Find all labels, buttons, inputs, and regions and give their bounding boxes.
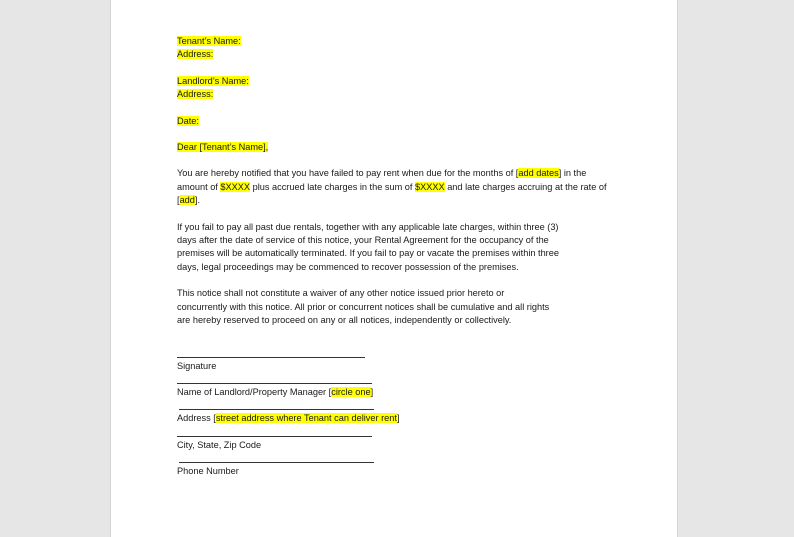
text-run: amount of xyxy=(177,181,221,192)
rate-field: add xyxy=(179,195,195,206)
signature-label: Signature xyxy=(177,360,217,371)
paragraph-line: days after the date of service of this notice, your Rental Agreement for the occupancy of the xyxy=(177,235,549,246)
tenant-address-line xyxy=(177,48,617,61)
paragraph-line: are hereby reserved to proceed on any or all notices, independently or collectively. xyxy=(177,315,512,326)
landlord-name-field: Landlord’s Name: xyxy=(177,75,249,86)
tenant-address-field: Address: xyxy=(177,49,214,60)
phone-line xyxy=(179,462,374,463)
paragraph-line xyxy=(177,194,617,207)
text-run: ] xyxy=(370,386,374,397)
paragraph-notice xyxy=(177,167,617,207)
circle-one-field: circle one xyxy=(331,386,371,397)
add-dates-field: add dates xyxy=(518,168,559,179)
landlord-address-line xyxy=(177,88,617,101)
text-run: ] in the xyxy=(558,168,587,179)
paragraph-line: This notice shall not constitute a waiver of any other notice issued prior hereto or xyxy=(177,288,505,299)
street-address-field: street address where Tenant can deliver rent xyxy=(215,413,397,424)
text-run: and late charges accruing at the rate of xyxy=(444,181,607,192)
landlord-name-line xyxy=(177,75,617,88)
late-charges-field: $XXXX xyxy=(415,181,445,192)
text-run: [ xyxy=(177,195,180,206)
text-run: plus accrued late charges in the sum of xyxy=(250,181,416,192)
amount-field: $XXXX xyxy=(220,181,251,192)
address-line xyxy=(179,409,374,410)
signature-line xyxy=(177,357,365,358)
text-run: You are hereby notified that you have failed to pay rent when due for the months of [ xyxy=(177,168,519,179)
paragraph-line: days, legal proceedings may be commenced to recover possession of the premises. xyxy=(177,261,519,272)
salutation: Dear [Tenant’s Name], xyxy=(177,142,269,153)
paragraph-line xyxy=(177,167,617,180)
salutation-line xyxy=(177,141,617,154)
paragraph-waiver xyxy=(177,287,617,327)
manager-label xyxy=(177,386,617,399)
city-label: City, State, Zip Code xyxy=(177,439,262,450)
paragraph-termination xyxy=(177,221,617,275)
date-line xyxy=(177,115,617,128)
paragraph-line: concurrently with this notice. All prior or concurrent notices shall be cumulative and all rights xyxy=(177,301,550,312)
paragraph-line: premises will be automatically terminated. If you fail to pay or vacate the premises within three xyxy=(177,248,559,259)
landlord-address-field: Address: xyxy=(177,89,214,100)
text-run: Name of Landlord/Property Manager [ xyxy=(177,386,332,397)
text-run: ]. xyxy=(194,195,201,206)
paragraph-line xyxy=(177,181,617,194)
text-run: ] xyxy=(396,413,400,424)
phone-label: Phone Number xyxy=(177,466,239,477)
tenant-name-line xyxy=(177,35,617,48)
manager-line xyxy=(177,383,372,384)
address-label xyxy=(177,412,617,425)
date-field: Date: xyxy=(177,115,199,126)
text-run: Address [ xyxy=(177,413,216,424)
document-page xyxy=(110,0,678,537)
tenant-name-field: Tenant’s Name: xyxy=(177,36,241,46)
document-body xyxy=(177,35,617,479)
paragraph-line: If you fail to pay all past due rentals, together with any applicable late charges, within three (3) xyxy=(177,221,559,232)
city-line xyxy=(177,436,372,437)
